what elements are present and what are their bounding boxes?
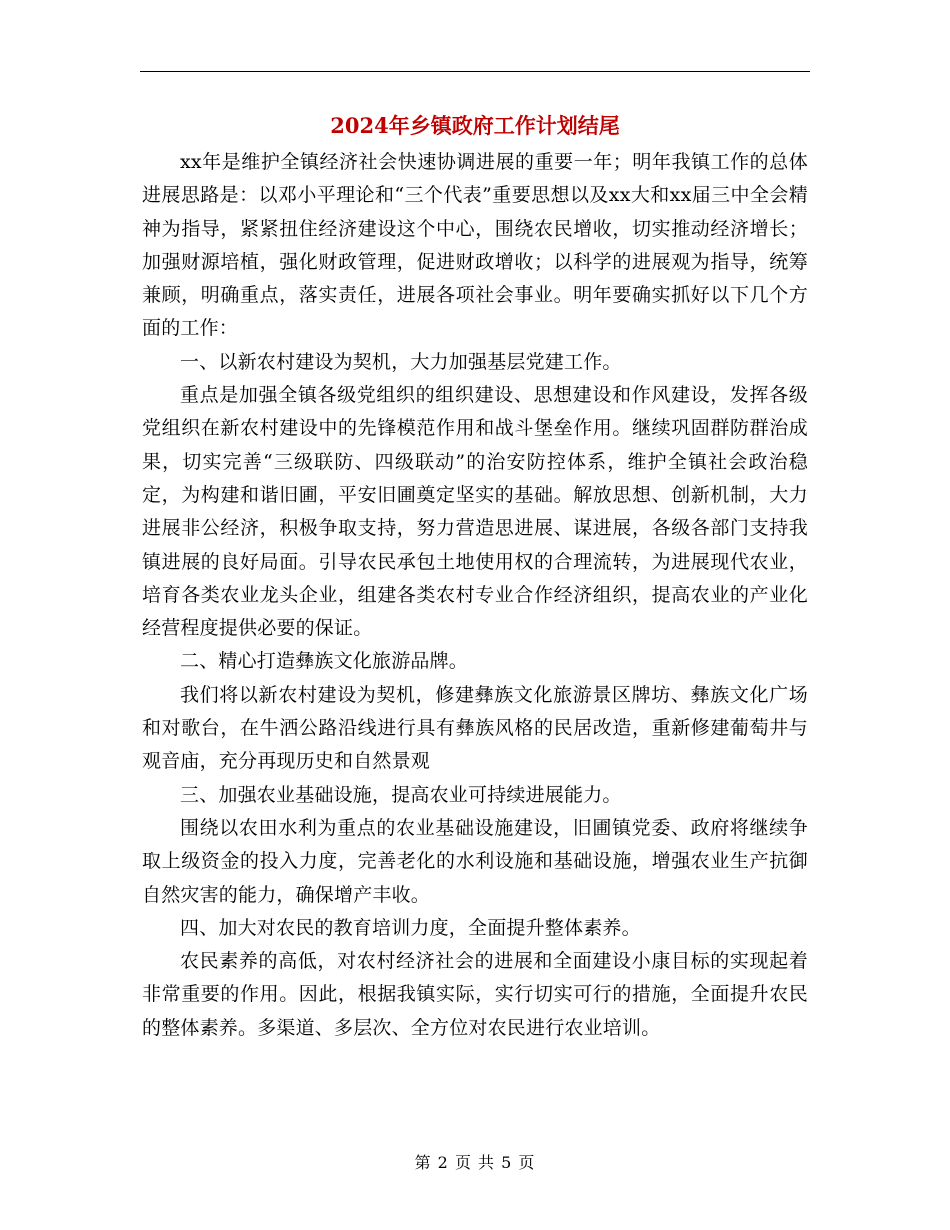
header-rule	[140, 71, 810, 72]
document-body	[142, 146, 808, 1045]
section-body-1: 重点是加强全镇各级党组织的组织建设、思想建设和作风建设，发挥各级党组织在新农村建设中的先锋模范作用和战斗堡垒作用。继续巩固群防群治成果，切实完善“三级联防、四级联动”的治安防控体系，维护全镇社会政治稳定，为构建和谐旧圃，平安旧圃奠定坚实的基础。解放思想、创新机制，大力进展非公经济，积极争取支持，努力营造思进展、谋进展，各级各部门支持我镇进展的良好局面。引导农民承包土地使用权的合理流转，为进展现代农业，培育各类农业龙头企业，组建各类农村专业合作经济组织，提高农业的产业化经营程度提供必要的保证。	[142, 384, 808, 640]
section-heading-2: 二、精心打造彝族文化旅游品牌。	[180, 650, 469, 673]
section-heading-3: 三、加强农业基础设施，提高农业可持续进展能力。	[180, 783, 622, 806]
section-body-2: 我们将以新农村建设为契机，修建彝族文化旅游景区牌坊、彝族文化广场和对歌台，在牛洒公路沿线进行具有彝族风格的民居改造，重新修建葡萄井与观音庙，充分再现历史和自然景观	[142, 683, 808, 773]
section-heading-1: 一、以新农村建设为契机，大力加强基层党建工作。	[180, 350, 622, 373]
section-body-3: 围绕以农田水利为重点的农业基础设施建设，旧圃镇党委、政府将继续争取上级资金的投入力度，完善老化的水利设施和基础设施，增强农业生产抗御自然灾害的能力，确保增产丰收。	[142, 816, 808, 906]
intro-paragraph: xx年是维护全镇经济社会快速协调进展的重要一年；明年我镇工作的总体进展思路是：以邓小平理论和“三个代表”重要思想以及xx大和xx届三中全会精神为指导，紧紧扭住经济建设这个中心，围绕农民增收，切实推动经济增长；加强财源培植，强化财政管理，促进财政增收；以科学的进展观为指导，统筹兼顾，明确重点，落实责任，进展各项社会事业。明年要确实抓好以下几个方面的工作：	[142, 151, 808, 340]
page-number-footer: 第 2 页 共 5 页	[414, 1153, 536, 1172]
section-body-4: 农民素养的高低，对农村经济社会的进展和全面建设小康目标的实现起着非常重要的作用。因此，根据我镇实际，实行切实可行的措施，全面提升农民的整体素养。多渠道、多层次、全方位对农民进行农业培训。	[142, 950, 808, 1039]
page-title: 2024年乡镇政府工作计划结尾	[330, 113, 620, 138]
section-heading-4: 四、加大对农民的教育培训力度，全面提升整体素养。	[180, 916, 641, 939]
